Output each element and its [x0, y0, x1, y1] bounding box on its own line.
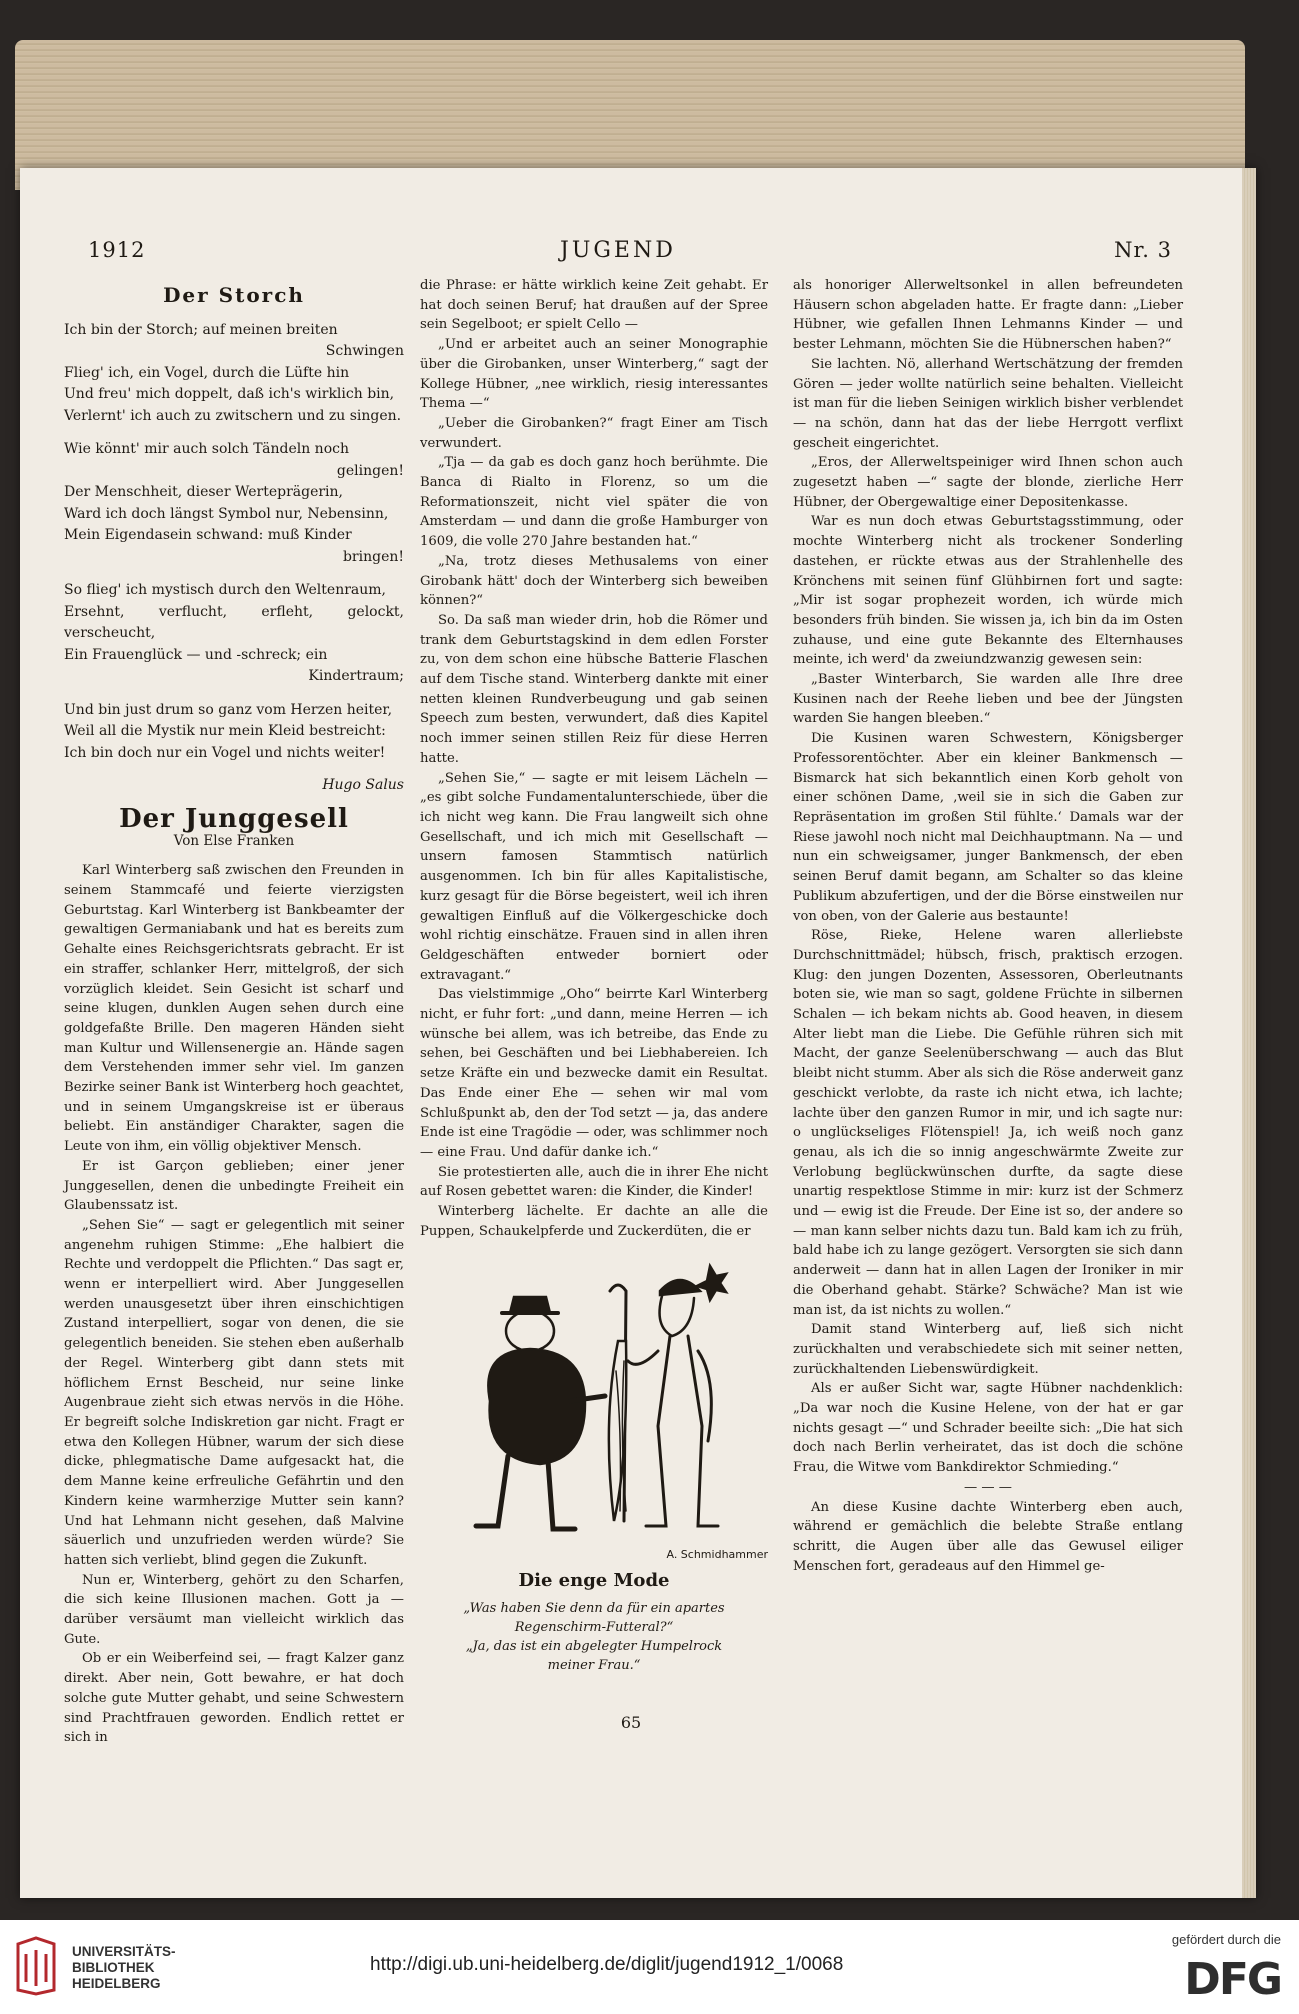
poem-line: bringen!	[342, 548, 404, 565]
cartoon-illustration	[420, 1251, 768, 1551]
dfg-logo[interactable]: DFG	[1184, 1954, 1281, 2005]
cartoon-caption	[420, 1599, 768, 1675]
paragraph: — — —	[964, 1479, 1012, 1495]
poem-stanza	[64, 700, 404, 765]
caption-line: meiner Frau.“	[547, 1657, 641, 1673]
header-issue-number: Nr. 3	[1114, 238, 1172, 262]
paragraph: „Eros, der Allerweltspeiniger wird Ihnen schon auch zugesetzt haben —“ sagte der blonde, zierliche Herr Hübner, der Obergewaltige einer Depositenkasse.	[793, 455, 1183, 510]
paragraph: Karl Winterberg saß zwischen den Freunden in seinem Stammcafé und feierte vierzigsten Geburtstag. Karl Winterberg ist Bankbeamter der gewaltigen Germaniabank und hat es bereits zum Gehalte eines Reichsgerichtsrats gebracht. Er ist ein straffer, schlanker Herr, mittelgroß, der sich vorzüglich kleidet. Sein Gesicht ist scharf und seine klugen, dunklen Augen sehen durch eine goldgefaßte Brille. Den mageren Händen sieht man Kultur und Willensenergie an. Hände sagen dem Verstehenden immer sehr viel. Im ganzen Bezirke seiner Bank ist Winterberg hoch geachtet, und in seinem Umgangskreise ist er überaus beliebt. Ein anständiger Charakter, sagen die Leute von ihm, ein völlig objektiver Mensch.	[64, 863, 404, 1155]
poem-line: Ward ich doch längst Symbol nur, Nebensinn,	[64, 505, 389, 522]
paragraph: Nun er, Winterberg, gehört zu den Scharfen, die sich keine Illusionen machen. Gott ja — darüber versäumt man vielleicht wirklich das Gute.	[64, 1572, 404, 1647]
poem-line: Kindertraum;	[308, 668, 404, 685]
poem-line: Verlernt' ich auch zu zwitschern und zu singen.	[64, 407, 402, 424]
paragraph: „Tja — da gab es doch ganz hoch berühmte. Die Banca di Rialto in Florenz, so um die Reformationszeit, nicht viel später die von Amsterdam — und dann die große Hamburger von 1609, die volle 270 Jahre bestanden hat.“	[420, 455, 768, 550]
paragraph: „Na, trotz dieses Methusalems von einer Girobank hätt' doch der Winterberg sich beweiben können?“	[420, 553, 768, 609]
poem-stanza	[64, 439, 404, 568]
poem-line: So flieg' ich mystisch durch den Weltenraum,	[64, 582, 386, 599]
poem-line: Ich bin der Storch; auf meinen breiten	[64, 321, 338, 338]
story-byline: Von Else Franken	[173, 832, 295, 849]
institution-line: BIBLIOTHEK	[72, 1960, 155, 1975]
paragraph: Als er außer Sicht war, sagte Hübner nachdenklich: „Da war noch die Kusine Helene, von der hat er gar nichts gesagt —“ und Schrader beeilte sich: „Die hat sich doch nach Berlin verheiratet, das ist doch die schöne Frau, die Witwe vom Bankdirektor Schmieding.“	[793, 1381, 1183, 1476]
paragraph: „Sehen Sie“ — sagt er gelegentlich mit seiner angenehm ruhigen Stimme: „Ehe halbiert die Rechte und verdoppelt die Pflichten.“ Das sagt er, wenn er interpelliert wird. Aber Junggesellen werden unausgesetzt über ihren einschichtigen Zustand interpelliert, sogar von denen, die sie gelegentlich beneiden. Sie stehen eben außerhalb der Regel. Winterberg gibt dann stets mit höflichem Ernst Bescheid, nur seine linke Augenbraue zieht sich etwas nervös in die Höhe. Er begreift solche Indiskretion gar nicht. Fragt er etwa den Kollegen Hübner, warum der sich diese dicke, phlegmatische Dame aufgesackt hat, die dem Manne keine erfreuliche Gefährtin und den Kindern keine warmherzige Mutter sein kann? Und hat Lehmann nicht gesehen, daß Malvine säuerlich und unzufrieden werden würde? Sie hatten sich verliebt, blind gegen die Zukunft.	[64, 1217, 404, 1568]
poem-line: Wie könnt' mir auch solch Tändeln noch	[64, 441, 349, 458]
paragraph: War es nun doch etwas Geburtstagsstimmung, oder mochte Winterberg nicht als trockener Sonderling dastehen, er rückte etwas aus der Strahlenhelle des Krönchens mit seinen fünf Glühbirnen fort und sagte: „Mir ist sogar prophezeit worden, ich würde mich besonders früh binden. Sie wissen ja, ich bin da im Osten zuhause, und eine gute Bekannte des Elternhauses meinte, ich werd' da zweiundzwanzig gewesen sein:	[793, 514, 1183, 668]
paragraph: „Sehen Sie,“ — sagte er mit leisem Lächeln — „es gibt solche Fundamentalunterschiede, über die ich nicht weg kann. Die Frau langweilt sich ohne Gesellschaft, und ich mich mit Gesellschaft — unsern famosen Stammtisch natürlich ausgenommen. Ich bin für alles Kapitalistische, kurz gesagt für die Börse begeistert, weil ich ihren gewaltigen Einfluß auf die Völkergeschicke doch wohl richtig einschätze. Frauen sind in allen ihren Geldgeschäften entweder borniert oder extravagant.“	[420, 770, 768, 983]
paragraph: als honoriger Allerweltsonkel in allen befreundeten Häusern schon abgeladen hatte. Er fragte dann: „Lieber Hübner, wie gefallen Ihnen Lehmanns Kinder — und bester Lehmann, möchten Sie die Hübnerschen haben?“	[793, 278, 1183, 353]
paragraph: Die Kusinen waren Schwestern, Königsberger Professorentöchter. Aber ein kleiner Bankmensch — Bismarck hat sich bekanntlich einen Korb geholt von einer schönen Dame, ‚weil sie in sich die Gaben zur Repräsentation im großen Stil fühlte.‘ Damals war der Riese jawohl noch nicht mal Deichhauptmann. Na — und nun ein schweigsamer, junger Bankmensch, der eben seinen Beruf damit begann, am Schalter so das kleine Publikum abzufertigen, und der die Börse einstweilen nur von oben, von der Galerie aus bestaunte!	[793, 731, 1183, 924]
paragraph: „Baster Winterbarch, Sie warden alle Ihre dree Kusinen nach der Reehe lieben und bee der Jüngsten warden Sie hangen bleeben.“	[793, 672, 1183, 727]
header-journal-title: JUGEND	[560, 238, 676, 263]
paragraph: Das vielstimmige „Oho“ beirrte Karl Winterberg nicht, er fuhr fort: „und dann, meine Herren — ich wünsche bei allem, was ich betreibe, das Ende zu sehen, bei Geschäften und bei Liebhabereien. Ich setze Kräfte ein und bezwecke damit ein Resultat. Das Ende einer Ehe — sehen wir mal vom Schlußpunkt ab, den der Tod setzt — ja, das andere Ende ist eine Tragödie — oder, was schlimmer noch — eine Frau. Und dafür danke ich.“	[420, 987, 768, 1160]
paragraph: Sie protestierten alle, auch die in ihrer Ehe nicht auf Rosen gebettet waren: die Kinder, die Kinder!	[420, 1164, 768, 1200]
paragraph: Winterberg lächelte. Er dachte an alle die Puppen, Schaukelpferde und Zuckerdüten, die er	[420, 1204, 768, 1239]
column-right	[793, 276, 1183, 1576]
institution-line: HEIDELBERG	[72, 1976, 161, 1991]
paragraph: Damit stand Winterberg auf, ließ sich nicht zurückhalten und verabschiedete sich mit seiner netten, zurückhaltenden Liebenswürdigkeit.	[793, 1322, 1183, 1377]
magazine-page	[20, 168, 1256, 1898]
poem-line: Weil all die Mystik nur mein Kleid bestreicht:	[64, 723, 386, 740]
poem-line: Schwingen	[325, 343, 404, 360]
university-library-logo-icon[interactable]	[14, 1936, 58, 1996]
institution-line: UNIVERSITÄTS-	[72, 1944, 176, 1959]
poem-line: Und bin just drum so ganz vom Herzen heiter,	[64, 701, 393, 718]
poem-line: Ich bin doch nur ein Vogel und nichts weiter!	[64, 744, 386, 761]
poem-line: gelingen!	[336, 462, 404, 479]
caption-line: „Was haben Sie denn da für ein apartes	[463, 1600, 725, 1616]
poem-stanza	[64, 580, 404, 688]
poem-author: Hugo Salus	[322, 777, 404, 794]
page-spine	[1242, 168, 1256, 1898]
paragraph: Röse, Rieke, Helene waren allerliebste Durchschnittmädel; hübsch, frisch, praktisch erzogen. Klug: den jungen Dozenten, Assessoren, Oberleutnants boten sie, wie man so sagt, goldene Früchte in silbernen Schalen — ich bekam nichts ab. Good heaven, in diesem Alter liebt man die Liebe. Die Gefühle rühren sich mit Macht, der ganze Seelenüberschwang — auch das Blut bleibt nicht stumm. Aber als sich die Röse anderweit ganz geschickt verlobte, da raste ich nicht etwa, ich lachte; lachte über den ganzen Rumor in mir, und ich sagte nur: o unglückseliges Flötenspiel! Ja, ich weiß noch ganz genau, als ich die so innig angeschwärmte Zweite zur Verlobung beglückwünschen durfte, da sagte diese unartig respektlose Stimme in mir: kurz ist der Schmerz und — ewig ist die Freude. Der Eine ist so, der andere so — man kann selber nichts dazu tun. Bald kam ich zu früh, bald habe ich zu lange gezögert. Versorgten sie sich dann anderweit — dann hat in allen Lagen der Ironiker in mir die Oberhand gehabt. Stärke? Schwäche? Man ist wie man ist, da ist nichts zu wollen.“	[793, 928, 1183, 1318]
decorative-star-icon	[697, 1266, 726, 1300]
poem-line: Ersehnt, verflucht, erfleht, gelockt, verscheucht,	[64, 603, 404, 642]
poem-stanza	[64, 320, 404, 428]
poem-title: Der Storch	[163, 283, 305, 307]
cartoon-title: Die enge Mode	[518, 1570, 670, 1592]
header-year: 1912	[88, 238, 146, 262]
story-title: Der Junggesell	[119, 803, 349, 834]
poem-line: Mein Eigendasein schwand: muß Kinder	[64, 527, 352, 544]
caption-line: Regenschirm-Futteral?“	[514, 1619, 674, 1635]
page-number: 65	[620, 1713, 642, 1732]
poem-line: Der Menschheit, dieser Werteprägerin,	[64, 484, 343, 501]
funded-by-label: gefördert durch die	[1171, 1932, 1281, 1947]
footer-bar	[0, 1920, 1299, 2014]
poem-line: Flieg' ich, ein Vogel, durch die Lüfte hin	[64, 364, 350, 381]
column-middle	[420, 276, 768, 1675]
cartoon-credit: A. Schmidhammer	[666, 1548, 768, 1562]
paragraph: Sie lachten. Nö, allerhand Wertschätzung der fremden Gören — jeder wollte natürlich seine behalten. Vielleicht ist man für die lieben Seinigen wirklich bisher verblendet — na schön, dann hat das der liebe Herrgott verflixt gescheit eingerichtet.	[793, 356, 1183, 451]
permalink-url[interactable]: http://digi.ub.uni-heidelberg.de/diglit/jugend1912_1/0068	[370, 1954, 844, 1975]
paragraph: „Und er arbeitet auch an seiner Monographie über die Girobanken, unser Winterberg,“ sagt der Kollege Hübner, „nee wirklich, riesig interessantes Thema —“	[420, 337, 768, 412]
column-left	[64, 276, 404, 1748]
paragraph: Er ist Garçon geblieben; einer jener Junggesellen, denen die unbedingte Freiheit ein Glaubenssatz ist.	[64, 1158, 404, 1214]
paragraph: An diese Kusine dachte Winterberg eben auch, während er gemächlich die belebte Straße entlang schritt, die Augen über alle das Gewusel eiliger Menschen fort, geradeaus auf den Himmel ge-	[793, 1499, 1183, 1574]
caption-line: „Ja, das ist ein abgelegter Humpelrock	[465, 1638, 723, 1654]
poem-line: Ein Frauenglück — und -schreck; ein	[64, 646, 328, 663]
poem-line: Und freu' mich doppelt, daß ich's wirklich bin,	[64, 386, 395, 403]
paragraph: „Ueber die Girobanken?“ fragt Einer am Tisch verwundert.	[420, 415, 768, 451]
paragraph: die Phrase: er hätte wirklich keine Zeit gehabt. Er hat doch seinen Beruf; hat draußen auf der Spree sein Segelboot; er spielt Cello —	[420, 278, 768, 333]
university-library-name[interactable]	[72, 1944, 176, 1992]
paragraph: So. Da saß man wieder drin, hob die Römer und trank dem Geburtstagskind in dem edlen Forster zu, von dem schon eine hübsche Batterie Flaschen auf dem Tische stand. Winterberg dankte mit einer netten kleinen Rundverbeugung und gab seinen Speech zum besten, verwundert, daß dies Kapitel noch immer seinen stillen Reiz für diese Herren hatte.	[420, 612, 768, 766]
paragraph: Ob er ein Weiberfeind sei, — fragt Kalzer ganz direkt. Aber nein, Gott bewahre, er hat doch solche gute Mutter gehabt, und seine Schwestern sind Prachtfrauen geworden. Endlich rettet er sich in	[64, 1651, 404, 1746]
